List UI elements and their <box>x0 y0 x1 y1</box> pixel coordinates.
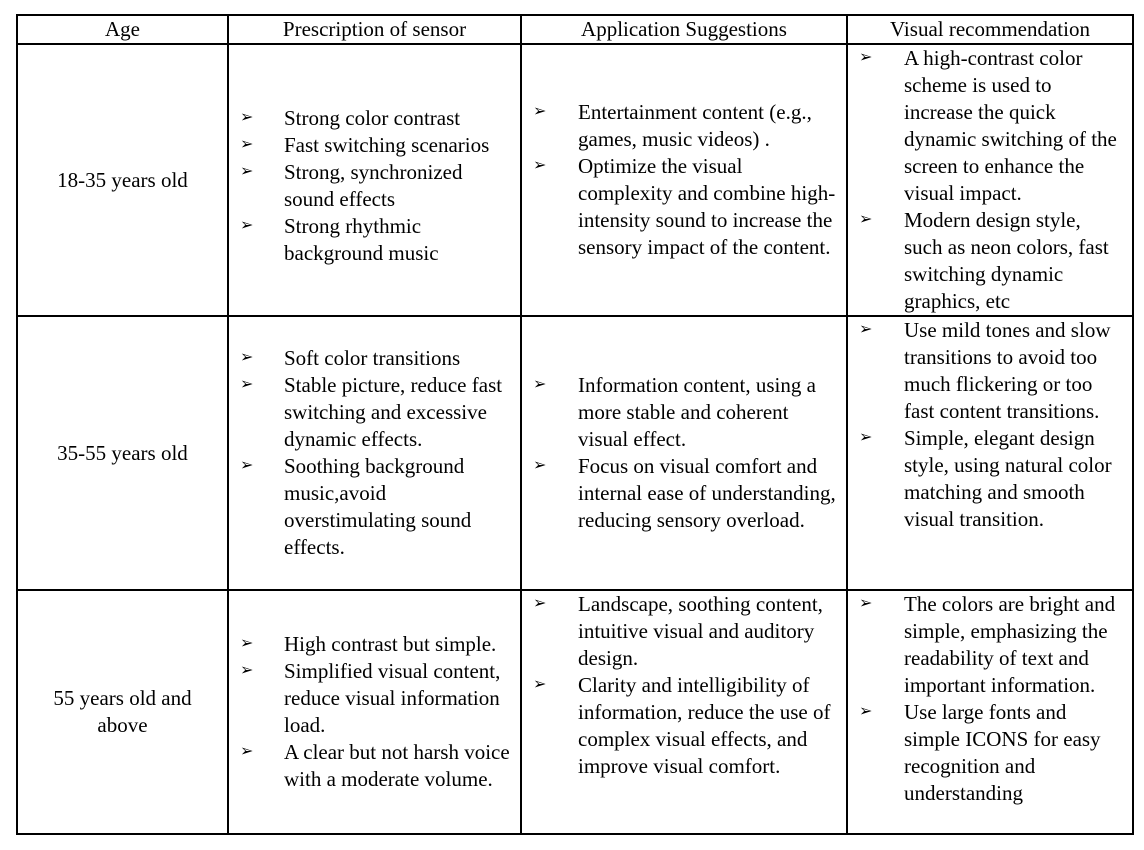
list-item: ➢ Simplified visual content, reduce visual information load. <box>240 659 501 737</box>
application-cell <box>521 590 847 834</box>
arrow-bullet-icon: ➢ <box>240 660 254 679</box>
age-cell: 18-35 years old <box>17 44 228 316</box>
arrow-bullet-icon: ➢ <box>533 155 547 174</box>
sensor-cell <box>228 590 521 834</box>
arrow-bullet-icon: ➢ <box>859 593 873 612</box>
arrow-bullet-icon: ➢ <box>240 134 254 153</box>
arrow-bullet-icon: ➢ <box>240 374 254 393</box>
arrow-bullet-icon: ➢ <box>533 593 547 612</box>
list-item: ➢ Optimize the visual complexity and combine high-intensity sound to increase the sensory impact of the content. <box>533 154 836 259</box>
table-row <box>17 590 1133 834</box>
visual-cell <box>847 316 1133 590</box>
list-item: ➢ Strong rhythmic background music <box>240 214 439 265</box>
arrow-bullet-icon: ➢ <box>240 633 254 652</box>
arrow-bullet-icon: ➢ <box>240 347 254 366</box>
sensor-cell <box>228 316 521 590</box>
list-item: ➢ Information content, using a more stable and coherent visual effect. <box>533 373 816 451</box>
list-item: ➢ A high-contrast color scheme is used to increase the quick dynamic switching of the screen to enhance the visual impact. <box>859 46 1117 205</box>
recommendation-table <box>16 14 1134 835</box>
arrow-bullet-icon: ➢ <box>240 107 254 126</box>
list-item: ➢ Entertainment content (e.g., games, music videos) . <box>533 100 812 151</box>
arrow-bullet-icon: ➢ <box>533 101 547 120</box>
list-item: ➢ Simple, elegant design style, using natural color matching and smooth visual transition. <box>859 426 1112 531</box>
list-item: ➢ Modern design style, such as neon colors, fast switching dynamic graphics, etc <box>859 208 1109 313</box>
list-item: ➢ High contrast but simple. <box>240 632 497 656</box>
list-item: ➢ Focus on visual comfort and internal ease of understanding, reducing sensory overload. <box>533 454 836 532</box>
visual-cell <box>847 44 1133 316</box>
arrow-bullet-icon: ➢ <box>859 427 873 446</box>
arrow-bullet-icon: ➢ <box>240 455 254 474</box>
list-item: ➢ Clarity and intelligibility of information, reduce the use of complex visual effects, and improve visual comfort. <box>533 673 831 778</box>
header-sensor: Prescription of sensor <box>228 15 521 44</box>
arrow-bullet-icon: ➢ <box>533 374 547 393</box>
list-item: ➢ Strong, synchronized sound effects <box>240 160 463 211</box>
application-cell <box>521 316 847 590</box>
table-row <box>17 44 1133 316</box>
arrow-bullet-icon: ➢ <box>859 47 873 66</box>
header-row <box>17 15 1133 44</box>
arrow-bullet-icon: ➢ <box>859 319 873 338</box>
visual-cell <box>847 590 1133 834</box>
age-cell: 35-55 years old <box>17 316 228 590</box>
arrow-bullet-icon: ➢ <box>240 161 254 180</box>
arrow-bullet-icon: ➢ <box>533 674 547 693</box>
arrow-bullet-icon: ➢ <box>533 455 547 474</box>
table-row <box>17 316 1133 590</box>
arrow-bullet-icon: ➢ <box>240 741 254 760</box>
application-cell <box>521 44 847 316</box>
list-item: ➢ Use mild tones and slow transitions to avoid too much flickering or too fast content transitions. <box>859 318 1111 423</box>
list-item: ➢ Soothing background music,avoid overstimulating sound effects. <box>240 454 472 559</box>
list-item: ➢ Fast switching scenarios <box>240 133 490 157</box>
list-item: ➢ Soft color transitions <box>240 346 461 370</box>
list-item: ➢ Landscape, soothing content, intuitive visual and auditory design. <box>533 592 823 670</box>
header-age: Age <box>17 15 228 44</box>
arrow-bullet-icon: ➢ <box>240 215 254 234</box>
list-item: ➢ Strong color contrast <box>240 106 461 130</box>
list-item: ➢ Use large fonts and simple ICONS for easy recognition and understanding <box>859 700 1101 805</box>
list-item: ➢ The colors are bright and simple, emphasizing the readability of text and important information. <box>859 592 1116 697</box>
arrow-bullet-icon: ➢ <box>859 701 873 720</box>
sensor-cell <box>228 44 521 316</box>
arrow-bullet-icon: ➢ <box>859 209 873 228</box>
header-application: Application Suggestions <box>521 15 847 44</box>
age-cell: 55 years old and above <box>17 590 228 834</box>
list-item: ➢ A clear but not harsh voice with a moderate volume. <box>240 740 510 791</box>
header-visual: Visual recommendation <box>847 15 1133 44</box>
list-item: ➢ Stable picture, reduce fast switching and excessive dynamic effects. <box>240 373 503 451</box>
